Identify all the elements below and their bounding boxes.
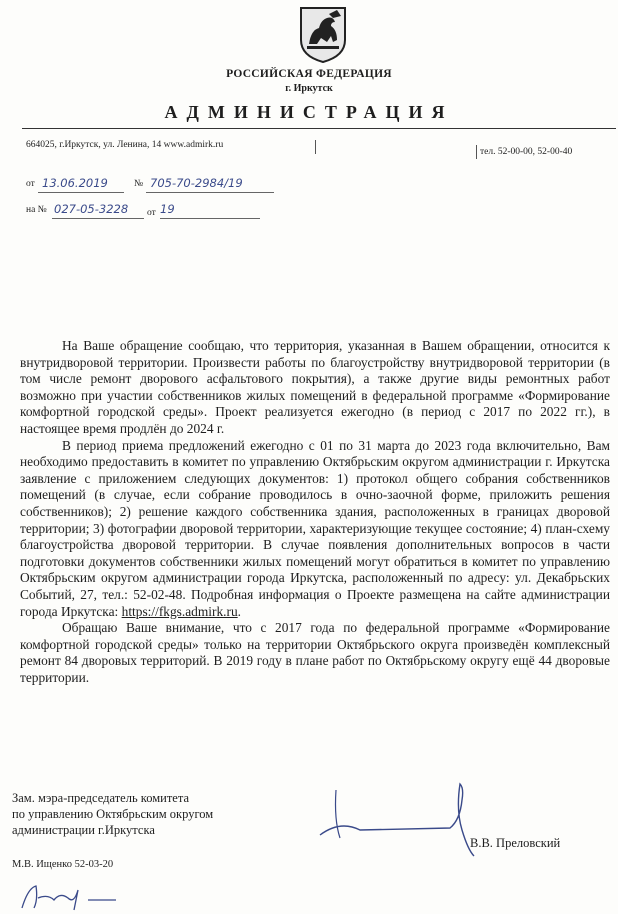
city-name: г. Иркутск bbox=[285, 83, 333, 94]
page-title: АДМИНИСТРАЦИЯ bbox=[164, 102, 454, 122]
outgoing-date: 13.06.2019 bbox=[42, 176, 108, 190]
paragraph-2-text: В период приема предложений ежегодно с 01 по 31 марта до 2023 года включительно, Вам необходимо предоставить в комитет по управлению Октябрьским округом администрации г. Иркутска заявление с приложением следующих документов: 1) протокол общего собрания собственников помещений (в случае, если собрание проводилось в очно-заочной форме, приложить решения собственников); 2) решение каждого собственника здания, расположенных в границах дворовой территории; 3) фотографии дворовой территории, характеризующие текущее состояние; 4) план-схему благоустройства дворовой территории. В случае появления дополнительных вопросов в части подготовки документов собственники жилых помещений могут обратиться в комитет по управлению Октябрьским округом администрации города Иркутска, расположенный по адресу: ул. Декабрьских Событий, 27, тел.: 52-02-48. Подробная информация о Проекте размещена на сайте администрации города Иркутска: bbox=[20, 437, 610, 619]
phone-line: тел. 52-00-00, 52-00-40 bbox=[480, 147, 573, 157]
address-line: 664025, г.Иркутск, ул. Ленина, 14 www.admirk.ru bbox=[26, 140, 224, 150]
paragraph-2-end: . bbox=[237, 603, 242, 619]
city-coat-of-arms-emblem bbox=[297, 6, 349, 64]
program-website-link[interactable]: https://fkgs.admirk.ru bbox=[121, 603, 238, 619]
signatory-position bbox=[12, 790, 213, 838]
signatory-line-3: администрации г.Иркутска bbox=[12, 823, 155, 837]
date-label: от bbox=[26, 179, 35, 189]
signatory-line-1: Зам. мэра-председатель комитета bbox=[12, 791, 190, 805]
address-separator bbox=[315, 140, 316, 154]
reply-date-underline bbox=[160, 218, 260, 219]
reply-date-label: от bbox=[147, 208, 156, 218]
header-divider bbox=[22, 128, 616, 129]
handwritten-initials bbox=[18, 878, 128, 914]
performer-info: М.В. Ищенко 52-03-20 bbox=[12, 859, 114, 870]
number-label: № bbox=[134, 179, 144, 189]
paragraph-3: Обращаю Ваше внимание, что с 2017 года по федеральной программе «Формирование комфортной городской среды» только на территории Октябрьского округа произведён комплексный ремонт 84 дворовых территорий. В 2019 году в плане работ по Октябрьскому округу ещё 44 дворовые территории. bbox=[20, 620, 610, 685]
date-underline bbox=[38, 192, 124, 193]
reply-number-underline bbox=[52, 218, 144, 219]
handwritten-signature bbox=[310, 780, 480, 860]
phone-separator bbox=[476, 145, 477, 159]
outgoing-number: 705-70-2984/19 bbox=[150, 176, 243, 190]
reply-number-label: на № bbox=[26, 205, 47, 215]
reply-date: 19 bbox=[160, 202, 175, 216]
country-name: РОССИЙСКАЯ ФЕДЕРАЦИЯ bbox=[226, 68, 392, 80]
number-underline bbox=[146, 192, 274, 193]
letter-body bbox=[20, 338, 610, 686]
signatory-line-2: по управлению Октябрьским округом bbox=[12, 807, 214, 821]
signatory-name: В.В. Преловский bbox=[470, 836, 561, 850]
paragraph-1: На Ваше обращение сообщаю, что территория, указанная в Вашем обращении, относится к внутридворовой территории. Произвести работы по благоустройству внутридворовой территории (в том числе ремонт дворового асфальтового покрытия), а также другие виды ремонтных работ возможно при участии собственников жилых помещений в федеральной программе «Формирование комфортной городской среды». Проект реализуется ежегодно (в период с 2017 по 2022 гг.), в настоящее время продлён до 2024 г. bbox=[20, 338, 610, 436]
reply-number: 027-05-3228 bbox=[54, 202, 129, 216]
paragraph-2 bbox=[20, 438, 610, 621]
